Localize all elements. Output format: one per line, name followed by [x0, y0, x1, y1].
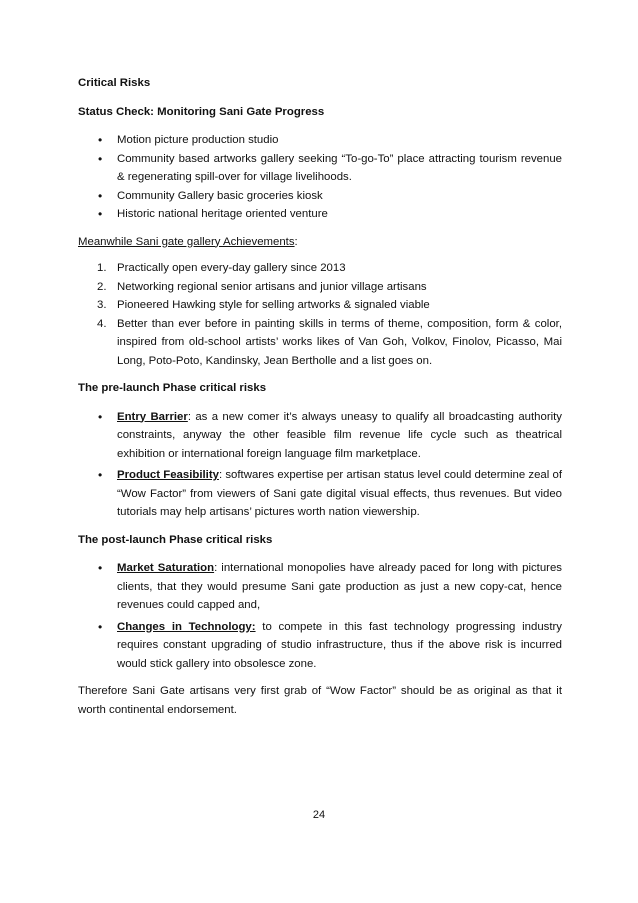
- list-text: Pioneered Hawking style for selling artworks & signaled viable: [117, 299, 430, 311]
- critical-risks-heading: Critical Risks: [78, 77, 151, 89]
- risk-term: Product Feasibility: [117, 469, 219, 481]
- list-item: [78, 315, 562, 371]
- list-text: Networking regional senior artisans and junior village artisans: [117, 280, 427, 293]
- risk-description: international monopolies have already paced for long with pictures clients, that they would presume Sani gate production as just a new copy-cat, hence revenues could capped and,: [117, 562, 562, 611]
- list-item: [78, 559, 562, 615]
- list-number: 4.: [97, 317, 107, 330]
- list-item: • Motion picture production studio: [78, 131, 562, 150]
- list-item: • Historic national heritage oriented venture: [78, 205, 562, 224]
- list-number: 3.: [97, 299, 107, 311]
- achievements-colon: :: [294, 235, 298, 248]
- status-bullet-list: [78, 131, 562, 224]
- list-number: 1.: [97, 262, 107, 274]
- risk-term: Entry Barrier: [117, 410, 188, 423]
- postlaunch-heading: The post-launch Phase critical risks: [78, 533, 273, 546]
- postlaunch-risk-list: [78, 559, 562, 673]
- list-text: Better than ever before in painting skills in terms of theme, composition, form & color, inspired from old-school artists’ works likes of Van Goh, Volkov, Finolov, Picasso, Mai Long, Poto-Poto, Kandinsky, Jean Bertholle and a list goes on.: [117, 317, 562, 367]
- prelaunch-heading: The pre-launch Phase critical risks: [78, 382, 267, 394]
- list-item: • Community Gallery basic groceries kiosk: [78, 187, 562, 206]
- list-item: [78, 278, 562, 297]
- prelaunch-risk-list: [78, 408, 562, 522]
- risk-separator: :: [187, 410, 191, 423]
- list-item: [78, 296, 562, 315]
- page-number: 24: [312, 809, 326, 821]
- risk-description: to compete in this fast technology progressing industry requires constant upgrading of studio infrastructure, thus if the above risk is incurred would stick gallery into obsolesce zone.: [117, 620, 562, 670]
- achievements-heading: Meanwhile Sani gate gallery Achievements: [78, 235, 295, 248]
- achievements-heading-line: [78, 233, 562, 252]
- risk-description: softwares expertise per artisan status level could determine zeal of “Wow Factor” from viewers of Sani gate digital visual effects, thus revenues. But video tutorials may help artisans’ pictures worth nation viewership.: [117, 469, 563, 518]
- risk-separator: :: [218, 469, 223, 481]
- risk-term: Market Saturation: [117, 562, 215, 574]
- list-text: Practically open every-day gallery since 2013: [117, 262, 346, 274]
- list-item: [78, 466, 562, 522]
- risk-description: as a new comer it’s always uneasy to qualify all broadcasting authority constraints, anyway the other feasible film revenue life cycle such as theatrical exhibition or international foreign language film marketplace.: [117, 410, 563, 460]
- risk-term: Changes in Technology:: [117, 620, 256, 633]
- list-item: [78, 618, 562, 674]
- status-check-heading: Status Check: Monitoring Sani Gate Progress: [78, 105, 325, 118]
- list-item: • Community based artworks gallery seeking “To-go-To” place attracting tourism revenue & regenerating spill-over for village livelihoods.: [78, 150, 562, 187]
- list-item: [78, 408, 562, 464]
- closing-paragraph: Therefore Sani Gate artisans very first grab of “Wow Factor” should be as original as that it worth continental endorsement.: [78, 685, 562, 716]
- page-content: [78, 74, 562, 729]
- risk-separator: :: [214, 562, 218, 574]
- achievements-list: [78, 259, 562, 370]
- list-item: [78, 259, 562, 278]
- list-number: 2.: [97, 280, 107, 293]
